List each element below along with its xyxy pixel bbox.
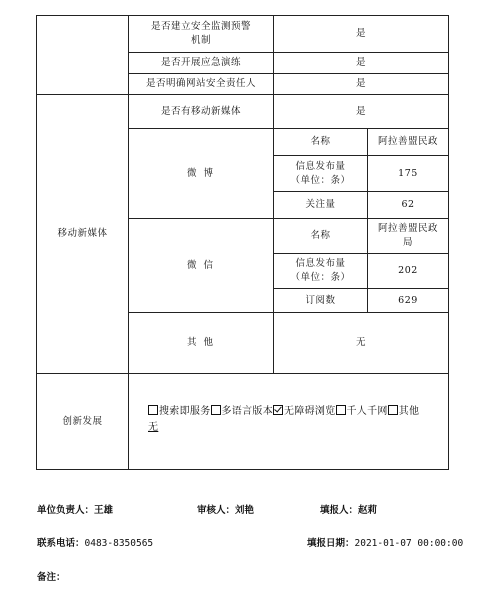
option-other: 其他 [388,406,420,417]
checked-checkbox-icon [273,405,283,415]
wechat-subscribers-label: 订阅数 [305,294,336,306]
weibo-name-label: 名称 [310,136,331,147]
option-multilingual: 多语言版本 [211,406,274,417]
fill-date: 填报日期：2021-01-07 00:00:00 [307,538,464,549]
option-search-service: 搜索即服务 [148,406,211,417]
other-media-label: 其 他 [186,337,216,348]
wechat-name-value: 阿拉善盟民政 局 [377,223,438,248]
weibo-posts-label: 信息发布量 （单位：条） [290,160,351,186]
emergency-drill-value: 是 [355,57,366,68]
early-warning-label: 是否建立安全监测预警 机制 [150,21,251,46]
has-mobile-media-label: 是否有移动新媒体 [160,105,241,117]
mobile-media-section-label: 移动新媒体 [57,228,108,239]
weibo-name-value: 阿拉善盟民政 [377,136,438,147]
security-officer-value: 是 [355,78,366,89]
wechat-label: 微 信 [186,259,216,271]
checkbox-icon [148,405,158,415]
weibo-label: 微 博 [186,167,216,179]
wechat-posts-label: 信息发布量 （单位：条） [290,258,351,283]
innovation-option-list [148,404,419,420]
filler: 填报人：赵莉 [320,505,378,516]
checkbox-icon [388,405,398,415]
checkbox-icon [336,405,346,415]
table-line [36,469,448,470]
other-media-value: 无 [355,337,366,348]
wechat-subscribers-value: 629 [398,294,418,306]
contact-phone: 联系电话：0483-8350565 [37,538,154,549]
emergency-drill-label: 是否开展应急演练 [160,57,241,68]
reviewer: 审核人：刘艳 [197,505,255,516]
early-warning-value: 是 [355,28,366,39]
option-accessibility: 无障碍浏览 [273,406,336,417]
innovation-other-value: 无 [148,422,159,433]
weibo-posts-value: 175 [398,167,418,179]
wechat-posts-value: 202 [398,265,418,276]
security-officer-label: 是否明确网站安全责任人 [145,78,256,89]
has-mobile-media-value: 是 [355,105,366,117]
checkbox-icon [211,405,221,415]
table-line [448,15,449,470]
remarks-label: 备注： [37,572,66,583]
weibo-followers-label: 关注量 [305,199,336,210]
wechat-name-label: 名称 [310,230,331,241]
option-personalized: 千人千网 [336,406,388,417]
weibo-followers-value: 62 [401,199,415,210]
unit-head: 单位负责人：王雄 [37,505,114,516]
innovation-options [148,404,419,436]
innovation-section-label: 创新发展 [62,415,103,427]
